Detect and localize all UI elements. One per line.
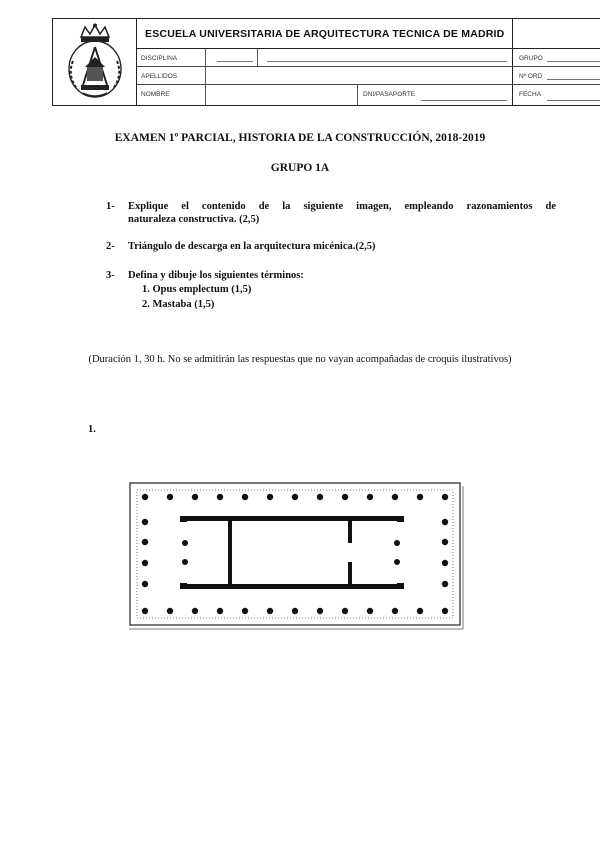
field-fecha-label: FECHA [519, 91, 542, 98]
question-2-text: Triángulo de descarga en la arquitectura micénica.(2,5) [128, 241, 376, 252]
exam-title: EXAMEN 1º PARCIAL, HISTORIA DE LA CONSTRUCCIÓN, 2018-2019 [114, 132, 486, 144]
field-disciplina[interactable] [137, 49, 513, 67]
column-dot [192, 608, 198, 614]
question-2-number: 2- [106, 241, 115, 252]
question-2 [106, 241, 556, 255]
field-nombre[interactable] [137, 85, 513, 105]
university-crest-icon [59, 23, 131, 101]
field-disciplina-label: DISCIPLINA [141, 55, 178, 62]
column-dot [142, 494, 148, 500]
column-dot [442, 519, 448, 525]
column-dot [292, 494, 298, 500]
column-dot [342, 494, 348, 500]
field-nombre-label: NOMBRE [141, 91, 170, 98]
logo-cell [53, 19, 137, 105]
column-dot [342, 608, 348, 614]
column-dot [167, 608, 173, 614]
question-1-text-line1: Explique el contenido de la siguiente imagen, empleando razonamientos de [128, 201, 556, 212]
greek-temple-floor-plan [129, 482, 465, 632]
column-dot [392, 608, 398, 614]
field-grupo[interactable] [513, 49, 600, 67]
column-dot [217, 608, 223, 614]
column-dot [442, 560, 448, 566]
column-dot [167, 494, 173, 500]
column-dot [292, 608, 298, 614]
question-1-text-line2: naturaleza constructiva. (2,5) [128, 214, 260, 225]
field-n-orden-label: Nº ORD [519, 73, 543, 80]
exam-header-form [52, 18, 600, 106]
column-dot [392, 494, 398, 500]
column-dot [442, 608, 448, 614]
question-3 [106, 270, 556, 284]
column-dot [317, 494, 323, 500]
column-dot [142, 519, 148, 525]
question-1-number: 1- [106, 201, 115, 212]
field-n-orden[interactable] [513, 67, 600, 85]
column-dot [317, 608, 323, 614]
figure-marker: 1. [88, 424, 96, 435]
column-dot [442, 539, 448, 545]
field-apellidos-label: APELLIDOS [141, 73, 178, 80]
column-dot [142, 581, 148, 587]
subitem-1: 1. Opus emplectum (1,5) [142, 284, 252, 295]
column-dot [367, 494, 373, 500]
side-top-cell [513, 19, 600, 49]
column-dot [192, 494, 198, 500]
duration-note: (Duración 1, 30 h. No se admitirán las respuestas que no vayan acompañadas de croquis ilustrativos) [88, 354, 512, 365]
column-dot [142, 608, 148, 614]
column-dot [417, 494, 423, 500]
column-dot [142, 560, 148, 566]
question-1 [106, 201, 556, 227]
field-fecha[interactable] [513, 85, 600, 105]
column-dot [242, 608, 248, 614]
column-dot [417, 608, 423, 614]
column-dot [442, 494, 448, 500]
field-dni-label: DNI/PASAPORTE [363, 91, 416, 98]
column-dot [217, 494, 223, 500]
question-3-number: 3- [106, 270, 115, 281]
field-apellidos[interactable] [137, 67, 513, 85]
field-grupo-label: GRUPO [519, 55, 543, 62]
column-dot [442, 581, 448, 587]
column-dot [242, 494, 248, 500]
question-3-text: Defina y dibuje los siguientes términos: [128, 270, 304, 281]
exam-group: GRUPO 1A [270, 162, 330, 174]
school-name: ESCUELA UNIVERSITARIA DE ARQUITECTURA TECNICA DE MADRID [137, 19, 513, 49]
column-dot [267, 494, 273, 500]
column-dot [367, 608, 373, 614]
subitem-2: 2. Mastaba (1,5) [142, 299, 215, 310]
column-dot [267, 608, 273, 614]
column-dot [142, 539, 148, 545]
